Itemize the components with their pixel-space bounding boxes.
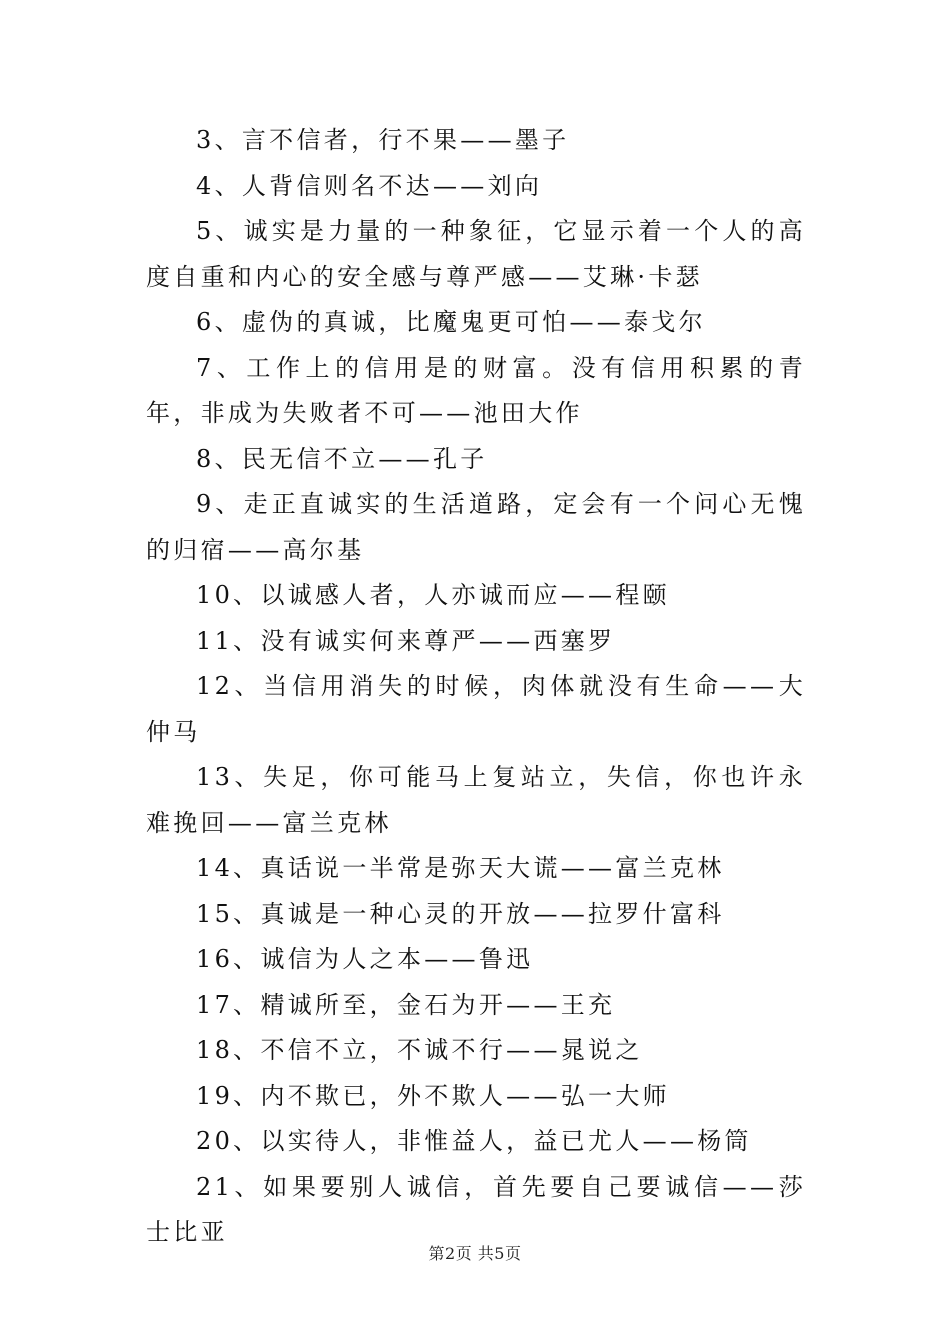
quote-paragraph: 18、不信不立，不诚不行——晁说之 bbox=[196, 1036, 643, 1064]
quote-paragraph: 10、以诚感人者，人亦诚而应——程颐 bbox=[196, 581, 670, 609]
quote-paragraph: 8、民无信不立——孔子 bbox=[196, 444, 488, 473]
quote-paragraph: 15、真诚是一种心灵的开放——拉罗什富科 bbox=[196, 899, 725, 928]
quote-paragraph: 5、诚实是力量的一种象征，它显示着一个人的高度自重和内心的安全感与尊严感——艾琳·卡瑟 bbox=[146, 217, 806, 291]
quote-paragraph: 6、虚伪的真诚，比魔鬼更可怕——泰戈尔 bbox=[196, 308, 706, 336]
quote-paragraph: 7、工作上的信用是的财富。没有信用积累的青年，非成为失败者不可——池田大作 bbox=[146, 353, 806, 427]
quote-paragraph: 20、以实待人，非惟益人，益已尤人——杨筒 bbox=[196, 1127, 752, 1155]
quote-paragraph: 9、走正直诚实的生活道路，定会有一个问心无愧的归宿——高尔基 bbox=[146, 490, 806, 564]
quote-list bbox=[146, 118, 806, 1256]
quote-paragraph: 13、失足，你可能马上复站立，失信，你也许永难挽回——富兰克林 bbox=[146, 763, 806, 837]
quote-paragraph: 3、言不信者，行不果——墨子 bbox=[196, 126, 570, 154]
quote-paragraph: 21、如果要别人诚信，首先要自己要诚信——莎士比亚 bbox=[146, 1172, 806, 1246]
quote-paragraph: 4、人背信则名不达——刘向 bbox=[196, 171, 543, 200]
quote-paragraph: 12、当信用消失的时候，肉体就没有生命——大仲马 bbox=[146, 672, 806, 746]
page-number-footer: 第2页 共5页 bbox=[428, 1244, 522, 1263]
quote-paragraph: 14、真话说一半常是弥天大谎——富兰克林 bbox=[196, 854, 725, 882]
quote-paragraph: 11、没有诚实何来尊严——西塞罗 bbox=[196, 626, 616, 655]
quote-paragraph: 19、内不欺已，外不欺人——弘一大师 bbox=[196, 1081, 670, 1110]
quote-paragraph: 17、精诚所至，金石为开——王充 bbox=[196, 990, 616, 1019]
quote-paragraph: 16、诚信为人之本——鲁迅 bbox=[196, 945, 534, 973]
